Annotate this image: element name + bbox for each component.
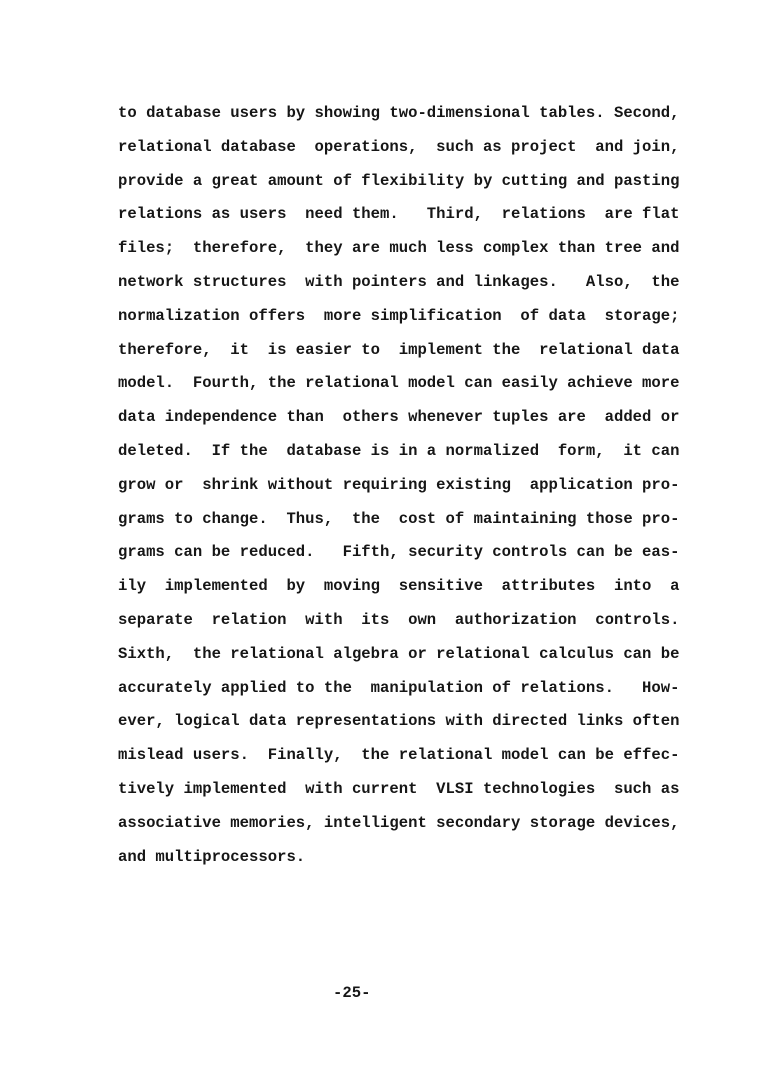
text-line: mislead users. Finally, the relational model can be effec- [118, 746, 680, 765]
text-line: network structures with pointers and linkages. Also, the [118, 272, 680, 291]
body-text [118, 97, 679, 874]
text-line: grams can be reduced. Fifth, security controls can be eas- [118, 543, 680, 562]
text-line: accurately applied to the manipulation of relations. How- [118, 678, 680, 697]
text-line: model. Fourth, the relational model can easily achieve more [118, 374, 680, 393]
text-line: separate relation with its own authorization controls. [118, 610, 680, 629]
text-line: and multiprocessors. [118, 847, 306, 866]
text-line: provide a great amount of flexibility by cutting and pasting [118, 171, 680, 190]
text-line: files; therefore, they are much less complex than tree and [118, 239, 680, 258]
text-line: data independence than others whenever tuples are added or [118, 408, 680, 427]
text-line: ily implemented by moving sensitive attributes into a [118, 577, 680, 596]
text-line: ever, logical data representations with directed links often [118, 712, 680, 731]
text-line: deleted. If the database is in a normalized form, it can [118, 441, 680, 460]
text-line: Sixth, the relational algebra or relational calculus can be [118, 644, 680, 663]
text-line: grams to change. Thus, the cost of maintaining those pro- [118, 509, 680, 528]
text-line: associative memories, intelligent secondary storage devices, [118, 813, 680, 832]
text-line: relational database operations, such as project and join, [118, 137, 680, 156]
text-line: normalization offers more simplification of data storage; [118, 306, 680, 325]
text-line: to database users by showing two-dimensional tables. Second, [118, 104, 680, 122]
page-number: -25- [333, 984, 371, 1002]
text-line: relations as users need them. Third, relations are flat [118, 205, 680, 224]
text-line: grow or shrink without requiring existing application pro- [118, 475, 680, 494]
text-line: tively implemented with current VLSI technologies such as [118, 779, 680, 798]
text-line: therefore, it is easier to implement the relational data [118, 340, 680, 359]
